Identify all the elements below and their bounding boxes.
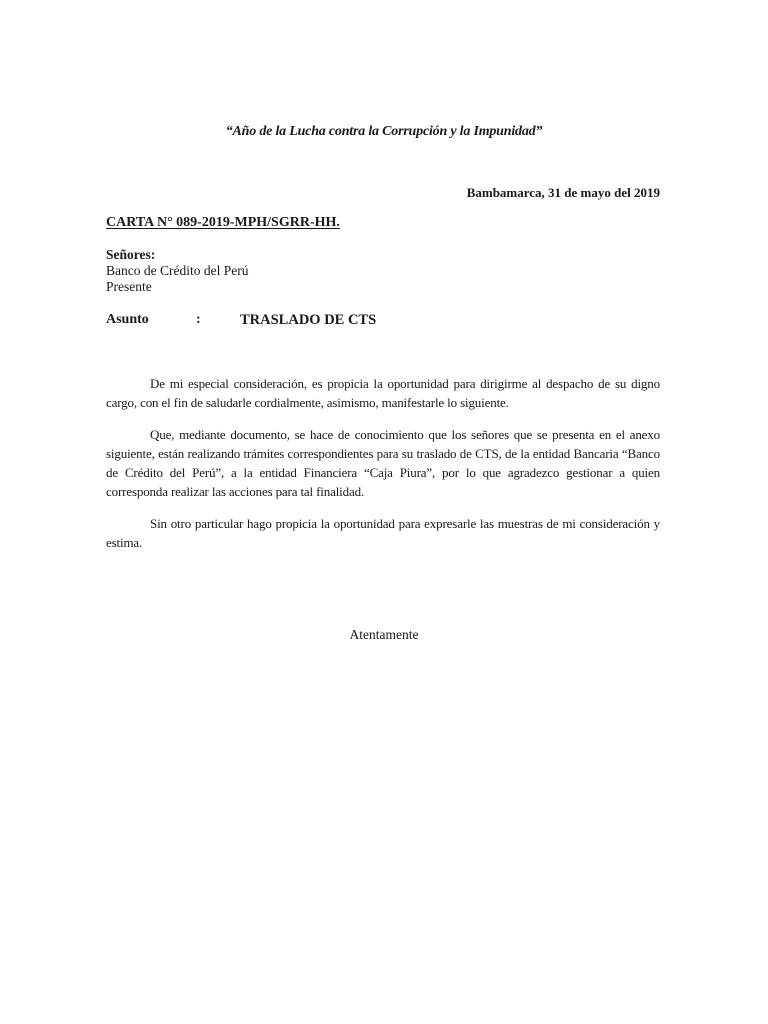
recipient-presente: Presente bbox=[106, 279, 152, 294]
subject-line bbox=[106, 312, 606, 330]
subject-separator: : bbox=[196, 312, 201, 327]
letter-reference: CARTA N° 089-2019-MPH/SGRR-HH. bbox=[106, 215, 340, 230]
body-paragraph: Sin otro particular hago propicia la oportunidad para expresarle las muestras de mi consideración y estima. bbox=[106, 516, 660, 550]
place-and-date: Bambamarca, 31 de mayo del 2019 bbox=[466, 185, 660, 200]
recipient-block bbox=[106, 247, 248, 295]
subject-value: TRASLADO DE CTS bbox=[240, 312, 377, 328]
closing-salutation: Atentamente bbox=[349, 627, 419, 642]
year-motto: “Año de la Lucha contra la Corrupción y la Impunidad” bbox=[225, 124, 543, 139]
body-paragraph: De mi especial consideración, es propicia la oportunidad para dirigirme al despacho de su digno cargo, con el fin de saludarle cordialmente, asimismo, manifestarle lo siguiente. bbox=[106, 376, 660, 410]
letter-body bbox=[106, 374, 660, 565]
recipient-salutation: Señores: bbox=[106, 247, 156, 262]
subject-label: Asunto bbox=[106, 312, 149, 327]
recipient-name: Banco de Crédito del Perú bbox=[106, 263, 249, 278]
body-paragraph: Que, mediante documento, se hace de conocimiento que los señores que se presenta en el anexo siguiente, están realizando trámites correspondientes para su traslado de CTS, de la entidad Bancaria “Banco de Crédito del Perú”, a la entidad Financiera “Caja Piura”, por lo que agradezco gestionar a quien corresponda realizar las acciones para tal finalidad. bbox=[106, 427, 660, 499]
